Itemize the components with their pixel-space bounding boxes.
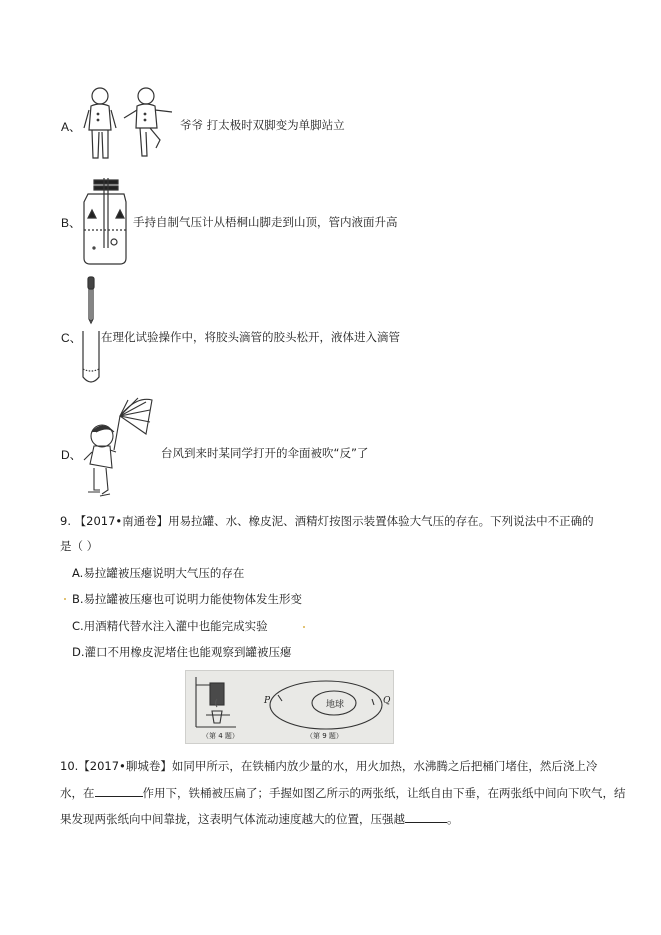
option-b-letter: B、: [61, 216, 82, 230]
q10-line3-end: 。: [447, 812, 459, 826]
q9-choice-a: A.易拉罐被压瘪说明大气压的存在: [72, 566, 245, 580]
girl-inverted-umbrella-illustration: [80, 398, 160, 502]
q10-stem-line2: [60, 784, 626, 801]
figure-earth-label: 地球: [326, 700, 345, 710]
figure-q-label: Q: [383, 696, 391, 706]
q10-line2-start: 水，在: [60, 786, 95, 800]
q10-blank-1[interactable]: [95, 784, 143, 797]
option-c-letter: C、: [61, 331, 82, 345]
figure-caption-left: （第 4 题）: [202, 732, 239, 740]
option-c-text: 在理化试验操作中，将胶头滴管的胶头松开，液体进入滴管: [101, 330, 400, 344]
q10-stem-line3: [60, 810, 459, 827]
figure-caption-right: （第 9 题）: [306, 732, 343, 740]
option-a-text: 爷爷 打太极时双脚变为单脚站立: [180, 118, 345, 132]
q10-stem-line1: 10.【2017•聊城卷】如同甲所示，在铁桶内放少量的水，用火加热，水沸腾之后把桶门堵住，然后浇上冷: [60, 759, 598, 773]
q9-stem-line2: 是（ ）: [60, 539, 99, 553]
q9-choice-b: B.易拉罐被压瘪也可说明力能使物体发生形变: [72, 592, 303, 606]
q10-line2-end: 作用下，铁桶被压扁了；手握如图乙所示的两张纸，让纸自由下垂，在两张纸中间向下吹气，结: [142, 786, 626, 800]
option-d-text: 台风到来时某同学打开的伞面被吹“反”了: [161, 446, 369, 460]
grandpa-taichi-illustration: [80, 82, 180, 162]
q9-stem-line1: 9. 【2017•南通卷】用易拉罐、水、橡皮泥、酒精灯按图示装置体验大气压的存在。下列说法中不正确的: [60, 514, 594, 528]
q9-choice-c: C.用酒精代替水注入灌中也能完成实验: [72, 619, 268, 633]
barometer-bottle-illustration: [80, 178, 130, 270]
q10-blank-2[interactable]: [405, 810, 447, 823]
figure-p-label: P: [264, 696, 271, 706]
stray-mark: [64, 598, 66, 600]
option-b-text: 手持自制气压计从梧桐山脚走到山顶，管内液面升高: [133, 215, 398, 229]
option-a-letter: A、: [61, 120, 82, 134]
option-d-letter: D、: [61, 448, 82, 462]
figure-drawing: [186, 671, 393, 743]
q9-choice-d: D.灌口不用橡皮泥堵住也能观察到罐被压瘪: [72, 645, 292, 659]
q10-line3-start: 果发现两张纸向中间靠拢，这表明气体流动速度越大的位置，压强越: [60, 812, 405, 826]
experiment-figure: [185, 670, 394, 744]
stray-mark: [303, 626, 305, 628]
dropper-tube-illustration: [80, 275, 102, 387]
